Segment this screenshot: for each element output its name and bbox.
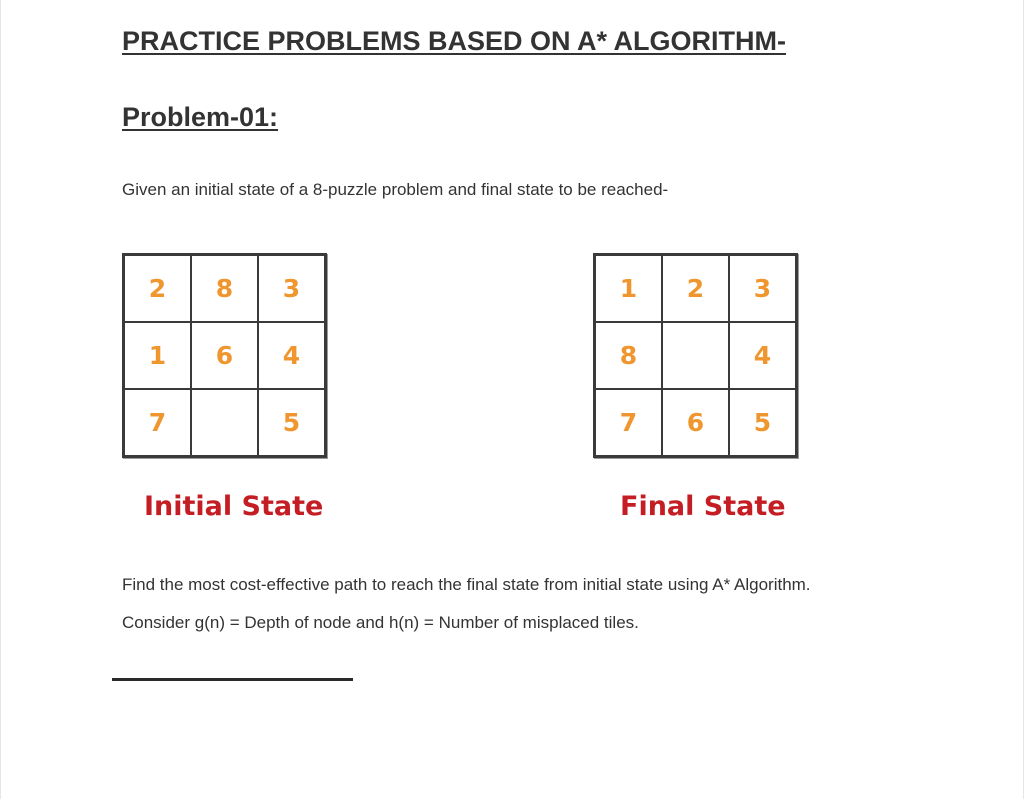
puzzle-tile: 6 xyxy=(662,389,729,456)
initial-state-label: Initial State xyxy=(144,491,324,522)
puzzle-tile-blank xyxy=(662,322,729,389)
puzzle-tile-blank xyxy=(191,389,258,456)
puzzle-tile: 8 xyxy=(191,255,258,322)
intro-text: Given an initial state of a 8-puzzle problem and final state to be reached- xyxy=(122,180,669,199)
page-border-left xyxy=(0,0,1,799)
puzzle-tile: 2 xyxy=(662,255,729,322)
task-text: Find the most cost-effective path to reach the final state from initial state using A* Algorithm. xyxy=(122,575,811,594)
page-title: PRACTICE PROBLEMS BASED ON A* ALGORITHM- xyxy=(122,26,787,56)
problem-heading: Problem-01: xyxy=(122,102,279,132)
final-state-label: Final State xyxy=(620,491,786,522)
initial-state-grid xyxy=(122,253,327,458)
puzzle-tile: 6 xyxy=(191,322,258,389)
puzzle-tile: 4 xyxy=(729,322,796,389)
puzzle-tile: 4 xyxy=(258,322,325,389)
consider-text: Consider g(n) = Depth of node and h(n) = Number of misplaced tiles. xyxy=(122,613,639,632)
puzzle-tile: 5 xyxy=(258,389,325,456)
puzzle-tile: 3 xyxy=(258,255,325,322)
puzzle-tile: 1 xyxy=(124,322,191,389)
puzzle-tile: 7 xyxy=(595,389,662,456)
final-state-grid xyxy=(593,253,798,458)
puzzle-tile: 7 xyxy=(124,389,191,456)
puzzle-tile: 5 xyxy=(729,389,796,456)
puzzle-tile: 1 xyxy=(595,255,662,322)
section-divider xyxy=(112,678,353,681)
puzzle-tile: 2 xyxy=(124,255,191,322)
puzzle-tile: 8 xyxy=(595,322,662,389)
puzzle-tile: 3 xyxy=(729,255,796,322)
